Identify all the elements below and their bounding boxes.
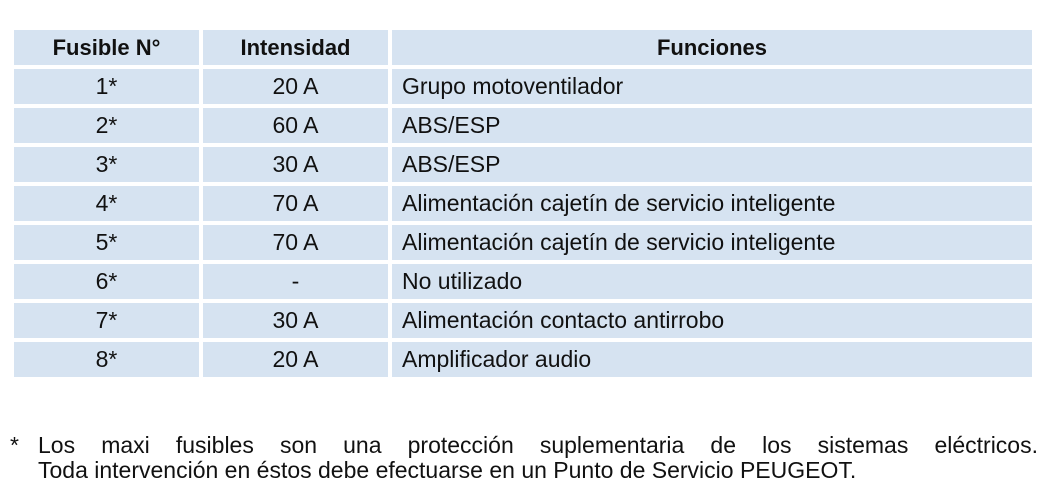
fuse-number-cell: 6* (14, 264, 199, 299)
fuse-number-cell: 5* (14, 225, 199, 260)
header-functions: Funciones (392, 30, 1032, 65)
function-cell: ABS/ESP (392, 147, 1032, 182)
function-cell: Amplificador audio (392, 342, 1032, 377)
table-row (14, 303, 1032, 338)
function-cell: Alimentación contacto antirrobo (392, 303, 1032, 338)
intensity-cell: 30 A (203, 303, 388, 338)
table-row (14, 264, 1032, 299)
table-row (14, 147, 1032, 182)
table-row (14, 342, 1032, 377)
function-cell: No utilizado (392, 264, 1032, 299)
fuse-number-cell: 2* (14, 108, 199, 143)
function-cell: ABS/ESP (392, 108, 1032, 143)
fuse-number-cell: 3* (14, 147, 199, 182)
fuse-number-cell: 4* (14, 186, 199, 221)
table-row (14, 108, 1032, 143)
footnote-line-2: Toda intervención en éstos debe efectuarse en un Punto de Servicio PEUGEOT. (38, 457, 857, 483)
footnote-asterisk: * (10, 432, 19, 458)
intensity-cell: - (203, 264, 388, 299)
function-cell: Alimentación cajetín de servicio inteligente (392, 186, 1032, 221)
fuse-number-cell: 1* (14, 69, 199, 104)
header-fuse-number: Fusible N° (14, 30, 199, 65)
fuse-table (10, 26, 1036, 381)
table-row (14, 225, 1032, 260)
intensity-cell: 70 A (203, 186, 388, 221)
intensity-cell: 70 A (203, 225, 388, 260)
table-header-row (14, 30, 1032, 65)
function-cell: Grupo motoventilador (392, 69, 1032, 104)
intensity-cell: 60 A (203, 108, 388, 143)
intensity-cell: 20 A (203, 69, 388, 104)
fuse-number-cell: 7* (14, 303, 199, 338)
footnote-line-1: Los maxi fusibles son una protección suplementaria de los sistemas eléctricos. (38, 432, 1038, 458)
table-row (14, 186, 1032, 221)
fuse-number-cell: 8* (14, 342, 199, 377)
table-row (14, 69, 1032, 104)
footnote-text (38, 433, 1038, 483)
header-intensity: Intensidad (203, 30, 388, 65)
intensity-cell: 20 A (203, 342, 388, 377)
function-cell: Alimentación cajetín de servicio inteligente (392, 225, 1032, 260)
intensity-cell: 30 A (203, 147, 388, 182)
